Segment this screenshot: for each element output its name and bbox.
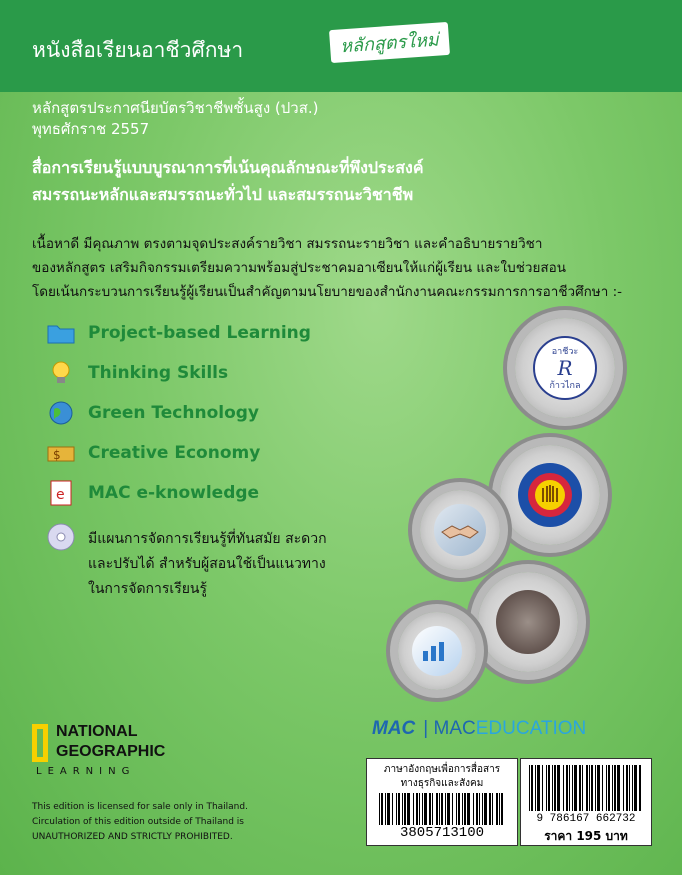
lightbulb-icon (46, 360, 76, 386)
barcode-stripe (462, 793, 463, 825)
feature-label: Thinking Skills (88, 363, 229, 383)
headline-block (32, 154, 424, 208)
series-title: หนังสือเรียนอาชีวศึกษา (32, 38, 244, 62)
cd-icon (46, 522, 76, 556)
barcode-left-label (366, 758, 518, 846)
barcode-stripe (529, 765, 530, 811)
svg-text:$: $ (53, 448, 61, 462)
barcode-stripe (589, 765, 590, 811)
mac-education-logo (372, 718, 586, 740)
feature-label: Green Technology (88, 403, 260, 423)
barcode-stripe (614, 765, 616, 811)
yellow-frame-icon (32, 724, 48, 762)
barcode-stripe (499, 793, 500, 825)
barcode-stripe (546, 765, 547, 811)
feature-label: Creative Economy (88, 443, 261, 463)
license-line2: Circulation of this edition outside of Thailand is (32, 817, 245, 827)
barcode-stripe (484, 793, 487, 825)
svg-text:e: e (56, 487, 65, 503)
barcode-stripe (416, 793, 418, 825)
barcode-stripe (606, 765, 607, 811)
mac-education-word: EDUCATION (475, 718, 587, 739)
globe-icon (46, 400, 76, 426)
barcode-stripe (464, 793, 466, 825)
headline-line2: สมรรถนะหลักและสมรรถนะทั่วไป และสมรรถนะวิชาชีพ (32, 185, 414, 204)
barcode-stripe (445, 793, 446, 825)
badge-letter: R (557, 356, 573, 380)
chart-paper-icon (412, 626, 462, 676)
barcode-stripe (617, 765, 620, 811)
folder-icon (46, 320, 76, 346)
mac-divider: | (423, 718, 429, 739)
machinery-photo-icon (496, 590, 560, 654)
description-block (32, 232, 622, 304)
gear-vocational (515, 318, 615, 418)
barcode-stripe (385, 793, 386, 825)
feature-creative-economy (46, 440, 260, 466)
barcode-right-number: 9 786167 662732 (536, 813, 636, 825)
license-line3: UNAUTHORIZED AND STRICTLY PROHIBITED. (32, 832, 233, 842)
feature-label: MAC e-knowledge (88, 483, 260, 503)
ng-name (56, 722, 165, 762)
feature-green-tech (46, 400, 259, 426)
cd-description (88, 527, 327, 602)
barcode-stripe (402, 793, 403, 825)
barcode-stripe (432, 793, 433, 825)
new-curriculum-badge: หลักสูตรใหม่ (329, 22, 450, 63)
barcode-stripe (447, 793, 450, 825)
e-book-icon (46, 480, 76, 506)
ng-line1: NATIONAL (56, 723, 138, 740)
cd-line3: ในการจัดการเรียนรู้ (88, 581, 208, 597)
barcode-right-label (520, 758, 652, 846)
barcode-stripe (552, 765, 553, 811)
barcode-left-title (367, 763, 517, 791)
barcode-stripe (626, 765, 628, 811)
curriculum-line1: หลักสูตรประกาศนียบัตรวิชาชีพชั้นสูง (ปวส.) (32, 99, 319, 117)
barcode-stripe (569, 765, 570, 811)
feature-project-based (46, 320, 311, 346)
barcode-stripe (479, 793, 480, 825)
barcode-stripe (612, 765, 613, 811)
barcode-stripe (482, 793, 483, 825)
barcode-left-bars (379, 793, 505, 825)
cd-line2: และปรับได้ สำหรับผู้สอนใช้เป็นแนวทาง (88, 556, 326, 572)
barcode-stripe (489, 793, 491, 825)
barcode-stripe (623, 765, 624, 811)
barcode-stripe (595, 765, 596, 811)
barcode-stripe (531, 765, 533, 811)
barcode-stripe (563, 765, 564, 811)
gear-asean (500, 445, 600, 545)
ng-learning: LEARNING (36, 766, 136, 777)
barcode-stripe (407, 793, 410, 825)
barcode-left-number: 3805713100 (399, 825, 484, 841)
curriculum-block (32, 98, 319, 140)
barcode-stripe (424, 793, 427, 825)
barcode-stripe (579, 765, 581, 811)
barcode-stripe (548, 765, 550, 811)
barcode-stripe (467, 793, 470, 825)
asean-emblem-icon (518, 463, 582, 527)
barcode-stripe (574, 765, 577, 811)
barcode-left-line1: ภาษาอังกฤษเพื่อการสื่อสาร (383, 764, 501, 775)
barcode-stripe (381, 793, 383, 825)
barcode-stripe (582, 765, 583, 811)
barcode-stripe (554, 765, 556, 811)
barcode-stripe (422, 793, 423, 825)
description-line2: ของหลักสูตร เสริมกิจกรรมเตรียมความพร้อมสู่ประชาคมอาเซียนให้แก่ผู้เรียน และใบช่วยสอน (32, 260, 566, 276)
barcode-stripe (597, 765, 600, 811)
barcode-stripe (634, 765, 637, 811)
barcode-stripe (537, 765, 540, 811)
barcode-stripe (398, 793, 400, 825)
barcode-right-bars (529, 765, 643, 811)
barcode-stripe (632, 765, 633, 811)
feature-thinking (46, 360, 228, 386)
description-line1: เนื้อหาดี มีคุณภาพ ตรงตามจุดประสงค์รายวิชา สมรรถนะรายวิชา และคำอธิบายรายวิชา (32, 236, 543, 252)
mac-name: MAC (433, 718, 476, 739)
barcode-stripe (586, 765, 588, 811)
barcode-stripe (379, 793, 380, 825)
barcode-stripe (535, 765, 536, 811)
badge-bottom-text: ก้าวไกล (549, 381, 581, 391)
barcode-stripe (392, 793, 393, 825)
barcode-stripe (436, 793, 438, 825)
description-line3: โดยเน้นกระบวนการเรียนรู้ผู้เรียนเป็นสำคัญตามนโยบายของสำนักงานคณะกรรมการการอาชีวศึกษา :- (32, 284, 622, 300)
money-icon (46, 440, 76, 466)
barcode-stripe (396, 793, 397, 825)
barcode-stripe (608, 765, 610, 811)
license-notice (32, 800, 248, 845)
gear-chart (398, 612, 476, 690)
license-line1: This edition is licensed for sale only in Thailand. (32, 802, 248, 812)
price-label: ราคา 195 บาท (544, 829, 628, 843)
header-band (0, 0, 682, 92)
barcode-stripe (496, 793, 498, 825)
barcode-stripe (542, 765, 543, 811)
barcode-stripe (557, 765, 560, 811)
barcode-stripe (639, 765, 641, 811)
barcode-stripe (441, 793, 443, 825)
curriculum-line2: พุทธศักราช 2557 (32, 120, 150, 138)
barcode-stripe (419, 793, 420, 825)
barcode-stripe (566, 765, 568, 811)
barcode-stripe (492, 793, 493, 825)
gear-handshake (420, 490, 500, 570)
barcode-stripe (439, 793, 440, 825)
barcode-left-line2: ทางธุรกิจและสังคม (400, 778, 484, 789)
barcode-stripe (473, 793, 474, 825)
vocational-badge (533, 336, 597, 400)
mac-logo-mark: MAC (372, 718, 416, 739)
barcode-stripe (629, 765, 630, 811)
barcode-stripe (413, 793, 414, 825)
feature-label: Project-based Learning (88, 323, 311, 343)
handshake-icon (434, 504, 485, 555)
ng-line2: GEOGRAPHIC (56, 743, 166, 760)
barcode-stripe (404, 793, 406, 825)
barcode-stripe (602, 765, 603, 811)
barcode-stripe (429, 793, 431, 825)
cd-line1: มีแผนการจัดการเรียนรู้ที่ทันสมัย สะดวก (88, 531, 327, 547)
barcode-stripe (456, 793, 457, 825)
barcode-stripe (458, 793, 460, 825)
barcode-stripe (591, 765, 593, 811)
barcode-stripe (387, 793, 390, 825)
barcode-stripe (476, 793, 478, 825)
barcode-stripe (572, 765, 573, 811)
headline-line1: สื่อการเรียนรู้แบบบูรณาการที่เน้นคุณลักษณะที่พึงประสงค์ (32, 158, 424, 177)
badge-top-text: อาชีวะ (551, 347, 579, 357)
barcode-stripe (501, 793, 503, 825)
gear-machinery (478, 572, 578, 672)
feature-mac-eknowledge (46, 480, 259, 506)
barcode-stripe (452, 793, 453, 825)
